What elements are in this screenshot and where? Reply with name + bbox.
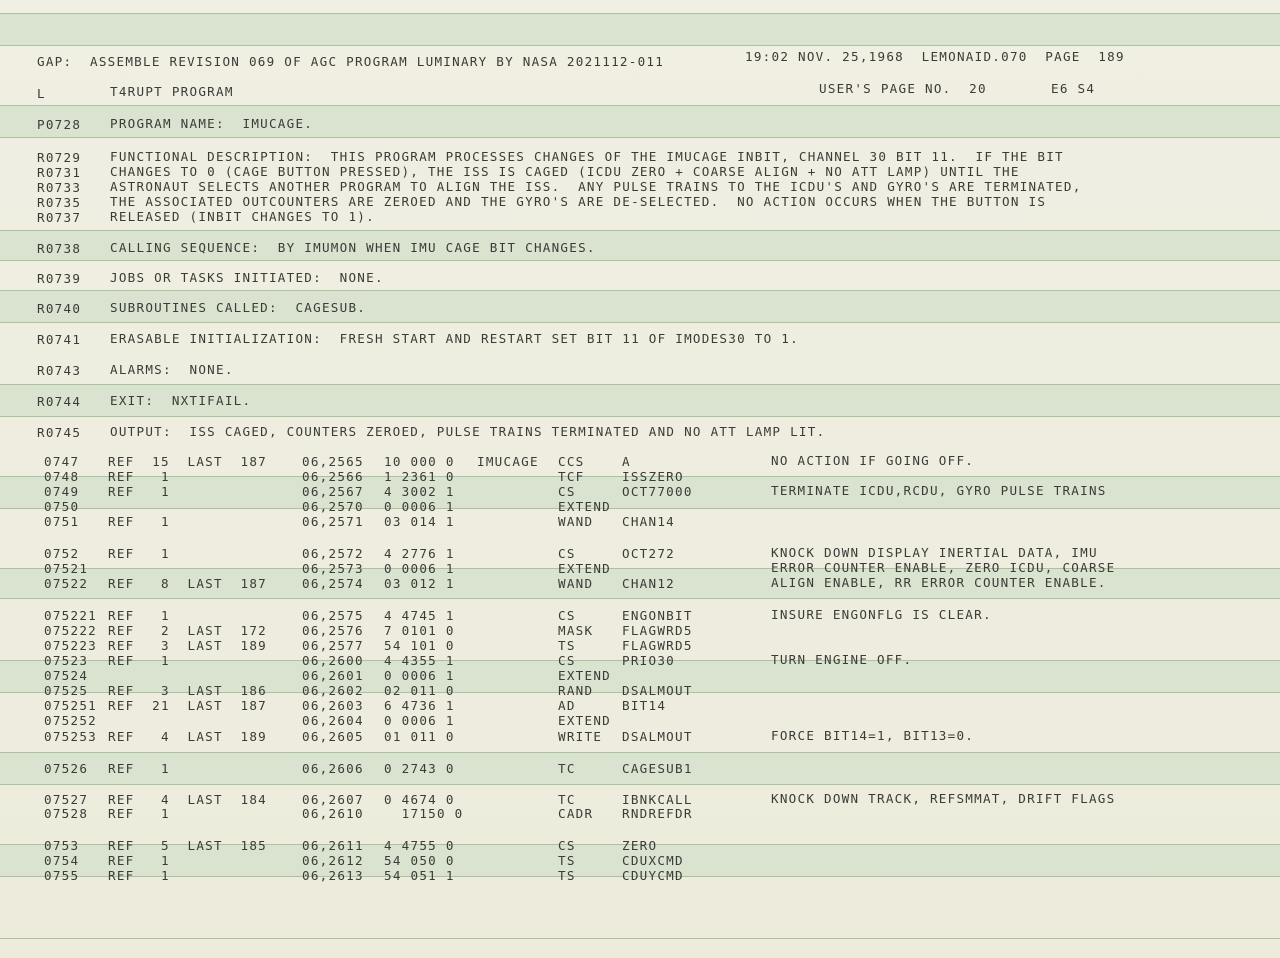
code-operand: FLAGWRD5 [622,623,693,638]
code-comment: NO ACTION IF GOING OFF. [771,453,975,468]
code-operand: DSALMOUT [622,729,693,744]
code-word: 4 3002 1 [384,484,455,499]
code-line-number: 0750 [44,499,80,514]
code-operand: IBNKCALL [622,792,693,807]
code-word: 02 011 0 [384,683,455,698]
code-opcode: CS [558,546,576,561]
code-opcode: EXTEND [558,561,611,576]
code-line-number: 075253 [44,729,97,744]
comment-line-text: SUBROUTINES CALLED: CAGESUB. [110,300,367,315]
code-line-number: 075251 [44,698,97,713]
code-ref: REF 1 [108,608,170,623]
code-address: 06,2605 [302,729,364,744]
comment-line-id: R0741 [37,332,82,347]
code-comment: ERROR COUNTER ENABLE, ZERO ICDU, COARSE [771,560,1116,575]
code-word: 17150 0 [384,806,464,821]
code-address: 06,2576 [302,623,364,638]
header-timestamp: 19:02 NOV. 25,1968 LEMONAID.070 PAGE 189 [745,49,1125,64]
code-address: 06,2600 [302,653,364,668]
code-ref: REF 3 LAST 189 [108,638,267,653]
code-word: 54 050 0 [384,853,455,868]
code-word: 0 0006 1 [384,713,455,728]
comment-line-text: ALARMS: NONE. [110,362,234,377]
code-line-number: 0753 [44,838,80,853]
code-operand: CAGESUB1 [622,761,693,776]
code-line-number: 075222 [44,623,97,638]
code-word: 4 4745 1 [384,608,455,623]
code-operand: ZERO [622,838,658,853]
code-line-number: 075223 [44,638,97,653]
code-comment: ALIGN ENABLE, RR ERROR COUNTER ENABLE. [771,575,1107,590]
code-ref: REF 2 LAST 172 [108,623,267,638]
code-opcode: TCF [558,469,585,484]
code-opcode: RAND [558,683,594,698]
comment-line-text: ERASABLE INITIALIZATION: FRESH START AND RESTART SET BIT 11 OF IMODES30 TO 1. [110,331,799,346]
code-address: 06,2565 [302,454,364,469]
code-opcode: TS [558,868,576,883]
comment-line-text: EXIT: NXTIFAIL. [110,393,252,408]
code-ref: REF 8 LAST 187 [108,576,267,591]
code-label: IMUCAGE [477,454,539,469]
code-line-number: 07521 [44,561,89,576]
code-comment: TURN ENGINE OFF. [771,652,913,667]
code-operand: OCT77000 [622,484,693,499]
code-address: 06,2571 [302,514,364,529]
code-line-number: 075252 [44,713,97,728]
code-line-number: 07524 [44,668,89,683]
code-ref: REF 1 [108,806,170,821]
code-operand: CHAN14 [622,514,675,529]
code-address: 06,2602 [302,683,364,698]
code-opcode: CS [558,484,576,499]
code-line-number: 075221 [44,608,97,623]
code-ref: REF 15 LAST 187 [108,454,267,469]
code-operand: OCT272 [622,546,675,561]
code-address: 06,2607 [302,792,364,807]
comment-line-id: R0729 [37,150,82,165]
code-operand: FLAGWRD5 [622,638,693,653]
code-opcode: TS [558,638,576,653]
comment-line-text: OUTPUT: ISS CAGED, COUNTERS ZEROED, PULSE TRAINS TERMINATED AND NO ATT LAMP LIT. [110,424,826,439]
code-operand: BIT14 [622,698,667,713]
code-opcode: CS [558,653,576,668]
code-line-number: 07525 [44,683,89,698]
comment-line-id: R0731 [37,165,82,180]
comment-line-id: R0739 [37,271,82,286]
code-operand: DSALMOUT [622,683,693,698]
code-address: 06,2610 [302,806,364,821]
code-address: 06,2573 [302,561,364,576]
code-ref: REF 1 [108,653,170,668]
code-address: 06,2612 [302,853,364,868]
code-operand: A [622,454,631,469]
code-opcode: CS [558,608,576,623]
code-ref: REF 1 [108,761,170,776]
comment-line-id: R0744 [37,394,82,409]
code-address: 06,2566 [302,469,364,484]
header-user-page: USER'S PAGE NO. 20 [819,81,987,96]
code-word: 54 051 1 [384,868,455,883]
code-opcode: MASK [558,623,594,638]
code-ref: REF 5 LAST 185 [108,838,267,853]
comment-line-id: R0745 [37,425,82,440]
comment-line-text: PROGRAM NAME: IMUCAGE. [110,116,314,131]
code-comment: KNOCK DOWN TRACK, REFSMMAT, DRIFT FLAGS [771,791,1116,806]
code-line-number: 0747 [44,454,80,469]
comment-line-id: R0743 [37,363,82,378]
code-word: 4 4755 0 [384,838,455,853]
code-word: 0 0006 1 [384,668,455,683]
green-band [0,13,1280,45]
code-comment: FORCE BIT14=1, BIT13=0. [771,728,975,743]
comment-line-text: JOBS OR TASKS INITIATED: NONE. [110,270,384,285]
code-word: 4 2776 1 [384,546,455,561]
code-address: 06,2613 [302,868,364,883]
comment-line-id: R0733 [37,180,82,195]
code-line-number: 07522 [44,576,89,591]
code-word: 03 012 1 [384,576,455,591]
code-operand: RNDREFDR [622,806,693,821]
code-comment: TERMINATE ICDU,RCDU, GYRO PULSE TRAINS [771,483,1107,498]
code-ref: REF 1 [108,514,170,529]
code-ref: REF 4 LAST 189 [108,729,267,744]
header-program: T4RUPT PROGRAM [110,84,234,99]
code-ref: REF 1 [108,868,170,883]
code-address: 06,2570 [302,499,364,514]
code-ref: REF 4 LAST 184 [108,792,267,807]
code-line-number: 0749 [44,484,80,499]
header-assembly-line: GAP: ASSEMBLE REVISION 069 OF AGC PROGRAM LUMINARY BY NASA 2021112-011 [37,54,665,69]
code-address: 06,2601 [302,668,364,683]
code-address: 06,2574 [302,576,364,591]
comment-line-id: R0737 [37,210,82,225]
comment-line-id: P0728 [37,117,82,132]
code-address: 06,2567 [302,484,364,499]
code-word: 1 2361 0 [384,469,455,484]
code-opcode: TC [558,761,576,776]
code-address: 06,2606 [302,761,364,776]
code-word: 7 0101 0 [384,623,455,638]
comment-line-id: R0735 [37,195,82,210]
code-comment: KNOCK DOWN DISPLAY INERTIAL DATA, IMU [771,545,1098,560]
code-word: 6 4736 1 [384,698,455,713]
code-line-number: 0751 [44,514,80,529]
code-line-number: 0748 [44,469,80,484]
code-opcode: TC [558,792,576,807]
code-operand: ISSZERO [622,469,684,484]
code-opcode: CADR [558,806,594,821]
code-line-number: 07526 [44,761,89,776]
code-opcode: TS [558,853,576,868]
code-address: 06,2575 [302,608,364,623]
code-word: 0 0006 1 [384,561,455,576]
code-opcode: WAND [558,576,594,591]
code-opcode: EXTEND [558,499,611,514]
comment-line-text: THE ASSOCIATED OUTCOUNTERS ARE ZEROED AND THE GYRO'S ARE DE-SELECTED. NO ACTION OCCURS WHEN THE BUTTON IS [110,194,1047,209]
code-address: 06,2604 [302,713,364,728]
code-address: 06,2572 [302,546,364,561]
code-ref: REF 1 [108,853,170,868]
code-opcode: WAND [558,514,594,529]
code-ref: REF 1 [108,546,170,561]
code-word: 0 0006 1 [384,499,455,514]
code-ref: REF 1 [108,484,170,499]
code-comment: INSURE ENGONFLG IS CLEAR. [771,607,992,622]
code-line-number: 0752 [44,546,80,561]
code-ref: REF 21 LAST 187 [108,698,267,713]
code-ref: REF 3 LAST 186 [108,683,267,698]
comment-line-text: RELEASED (INBIT CHANGES TO 1). [110,209,375,224]
code-operand: CHAN12 [622,576,675,591]
code-word: 10 000 0 [384,454,455,469]
comment-line-text: FUNCTIONAL DESCRIPTION: THIS PROGRAM PROCESSES CHANGES OF THE IMUCAGE INBIT, CHANNEL 30 BIT 11. IF THE BIT [110,149,1064,164]
code-word: 01 011 0 [384,729,455,744]
code-address: 06,2611 [302,838,364,853]
header-tags: E6 S4 [1051,81,1096,96]
code-ref: REF 1 [108,469,170,484]
code-opcode: AD [558,698,576,713]
comment-line-text: ASTRONAUT SELECTS ANOTHER PROGRAM TO ALIGN THE ISS. ANY PULSE TRAINS TO THE ICDU'S AND GYRO'S ARE TERMINATED, [110,179,1082,194]
code-opcode: CS [558,838,576,853]
code-opcode: WRITE [558,729,603,744]
code-opcode: CCS [558,454,585,469]
code-word: 4 4355 1 [384,653,455,668]
code-word: 54 101 0 [384,638,455,653]
comment-line-text: CALLING SEQUENCE: BY IMUMON WHEN IMU CAGE BIT CHANGES. [110,240,596,255]
code-word: 03 014 1 [384,514,455,529]
code-line-number: 07528 [44,806,89,821]
header-marker: L [37,86,46,101]
code-line-number: 07523 [44,653,89,668]
code-line-number: 0754 [44,853,80,868]
code-address: 06,2603 [302,698,364,713]
code-address: 06,2577 [302,638,364,653]
comment-line-text: CHANGES TO 0 (CAGE BUTTON PRESSED), THE ISS IS CAGED (ICDU ZERO + COARSE ALIGN + NO ATT LAMP) UNTIL THE [110,164,1020,179]
code-opcode: EXTEND [558,713,611,728]
code-operand: CDUXCMD [622,853,684,868]
code-word: 0 4674 0 [384,792,455,807]
comment-line-id: R0738 [37,241,82,256]
code-opcode: EXTEND [558,668,611,683]
code-line-number: 07527 [44,792,89,807]
code-operand: CDUYCMD [622,868,684,883]
code-word: 0 2743 0 [384,761,455,776]
code-operand: ENGONBIT [622,608,693,623]
code-line-number: 0755 [44,868,80,883]
code-operand: PRIO30 [622,653,675,668]
comment-line-id: R0740 [37,301,82,316]
